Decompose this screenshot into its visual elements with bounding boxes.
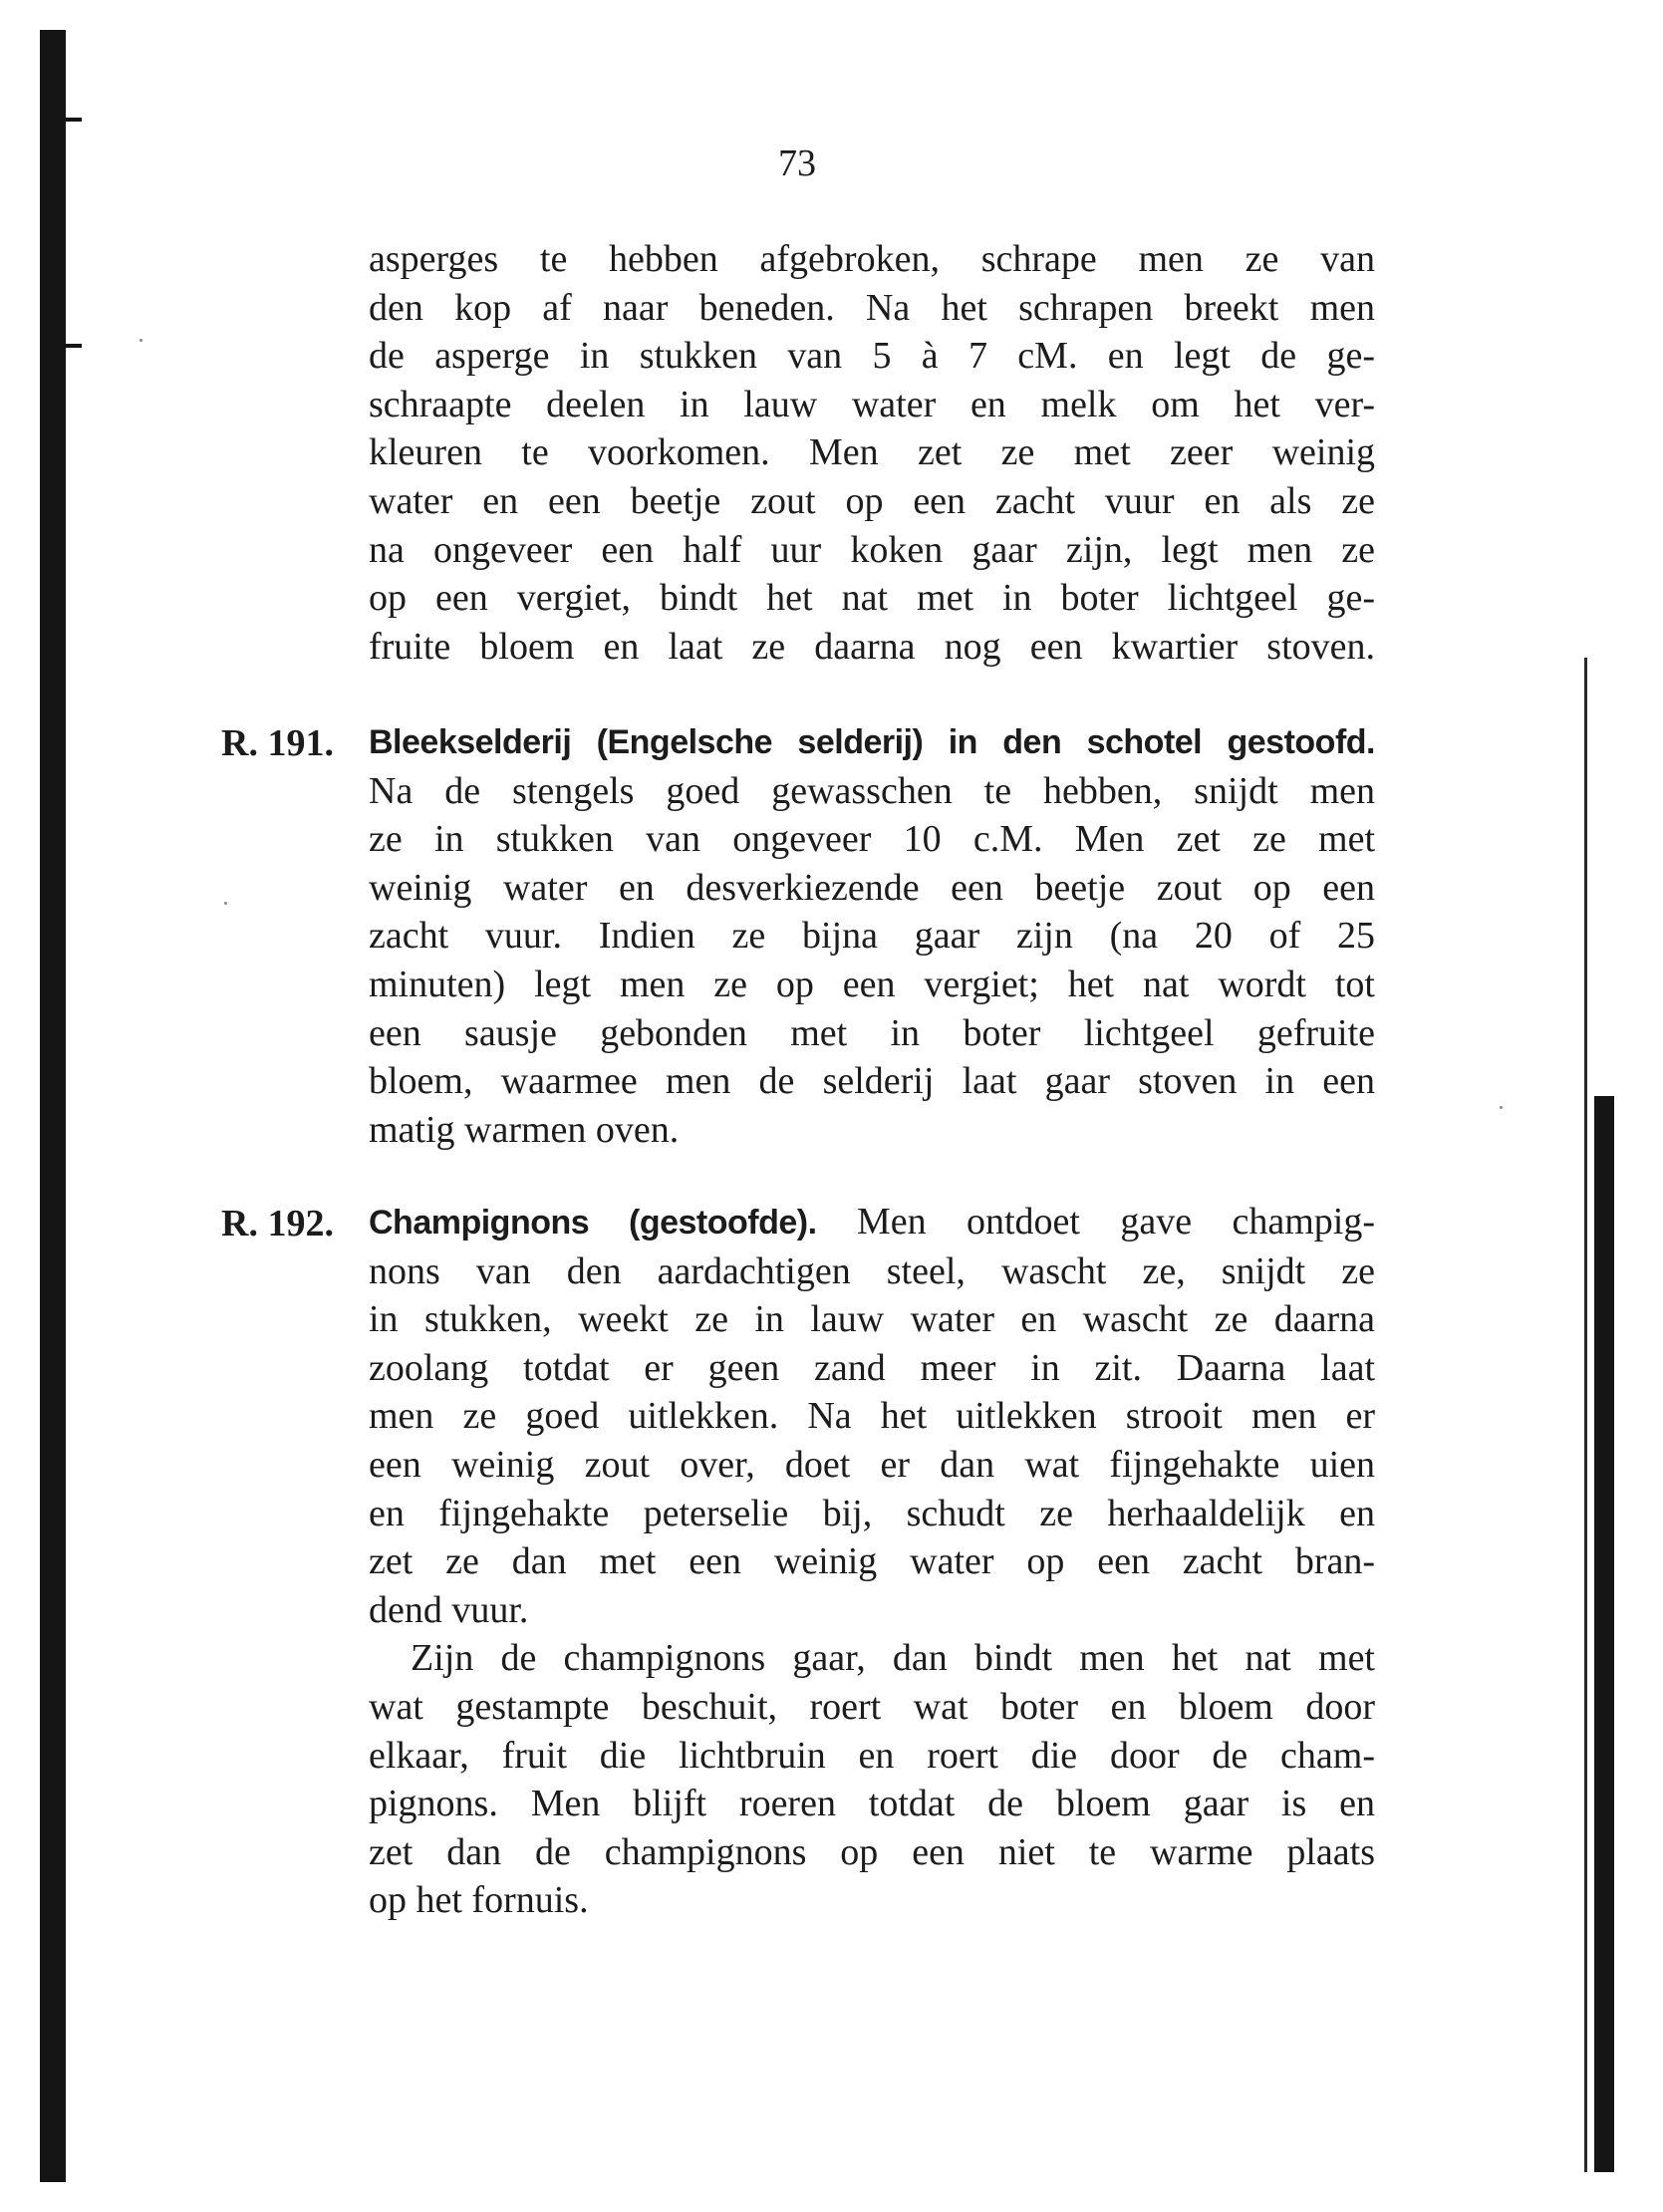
text-line: water en een beetje zout op een zacht vuur en als ze — [369, 479, 1375, 522]
text-line: Na de stengels goed gewasschen te hebben, snijdt men — [369, 769, 1375, 812]
text-line: men ze goed uitlekken. Na het uitlekken strooit men er — [369, 1395, 1375, 1438]
text-line: op het fornuis. — [369, 1879, 589, 1922]
text-line: schraapte deelen in lauw water en melk om het ver- — [369, 383, 1375, 425]
text-line: pignons. Men blijft roeren totdat de bloem gaar is en — [369, 1783, 1375, 1825]
text-line: zet ze dan met een weinig water op een zacht bran- — [369, 1540, 1375, 1583]
text-line: zacht vuur. Indien ze bijna gaar zijn (na 20 of 25 — [369, 915, 1375, 958]
text-line: na ongeveer een half uur koken gaar zijn, legt men ze — [369, 528, 1375, 571]
page-edge-right — [1594, 1096, 1614, 2172]
text-line: minuten) legt men ze op een vergiet; het nat wordt tot — [369, 963, 1375, 1005]
scan-speck — [1500, 1106, 1503, 1109]
text-line: op een vergiet, bindt het nat met in boter lichtgeel ge- — [369, 577, 1375, 620]
text-line: in stukken, weekt ze in lauw water en wascht ze daarna — [369, 1298, 1375, 1341]
scan-speck — [224, 902, 227, 905]
text-line: asperges te hebben afgebroken, schrape men ze van — [369, 238, 1375, 280]
text-line: dend vuur. — [369, 1588, 529, 1631]
paragraph-asperges — [369, 235, 1375, 671]
text-line: elkaar, fruit die lichtbruin en roert die door de cham- — [369, 1734, 1375, 1777]
text-line: en fijngehakte peterselie bij, schudt ze herhaaldelijk en — [369, 1492, 1375, 1534]
page-gutter-edge-left — [40, 30, 66, 2182]
recipe-number-191: R. 191. — [221, 722, 334, 764]
page-number: 73 — [778, 142, 816, 184]
page-edge-right-thin — [1584, 658, 1587, 2172]
recipe-title-text: Bleekselderij (Engelsche selderij) in den schotel gestoofd. — [369, 723, 1375, 761]
scan-speck — [139, 339, 142, 342]
text-line: de asperge in stukken van 5 à 7 cM. en legt de ge- — [369, 335, 1375, 378]
text-line: Zijn de champignons gaar, dan bindt men het nat met — [411, 1637, 1375, 1680]
text-line: fruite bloem en laat ze daarna nog een kwartier stoven. — [369, 625, 1375, 668]
recipe-192 — [369, 1198, 1375, 1925]
gutter-mark — [66, 344, 82, 348]
text-line: wat gestampte beschuit, roert wat boter en bloem door — [369, 1685, 1375, 1728]
text-line-rest: Men ontdoet gave champig- — [856, 1201, 1376, 1243]
text-line: matig warmen oven. — [369, 1108, 680, 1151]
text-line: kleuren te voorkomen. Men zet ze met zeer weinig — [369, 431, 1375, 474]
text-line: een weinig zout over, doet er dan wat fijngehakte uien — [369, 1443, 1375, 1486]
text-line: weinig water en desverkiezende een beetje zout op een — [369, 866, 1375, 909]
text-line: ze in stukken van ongeveer 10 c.M. Men zet ze met — [369, 818, 1375, 861]
recipe-title-192 — [369, 1198, 1375, 1247]
text-line: zoolang totdat er geen zand meer in zit. Daarna laat — [369, 1346, 1375, 1389]
text-line: den kop af naar beneden. Na het schrapen breekt men — [369, 286, 1375, 329]
text-line: een sausje gebonden met in boter lichtgeel gefruite — [369, 1011, 1375, 1054]
recipe-title-text: Champignons (gestoofde). — [369, 1204, 817, 1242]
recipe-number-192: R. 192. — [221, 1203, 334, 1244]
recipe-191 — [369, 717, 1375, 1154]
text-line: bloem, waarmee men de selderij laat gaar stoven in een — [369, 1060, 1375, 1103]
text-line: nons van den aardachtigen steel, wascht ze, snijdt ze — [369, 1249, 1375, 1292]
text-line: zet dan de champignons op een niet te warme plaats — [369, 1830, 1375, 1873]
recipe-title-191 — [369, 717, 1375, 767]
gutter-mark — [66, 118, 82, 122]
